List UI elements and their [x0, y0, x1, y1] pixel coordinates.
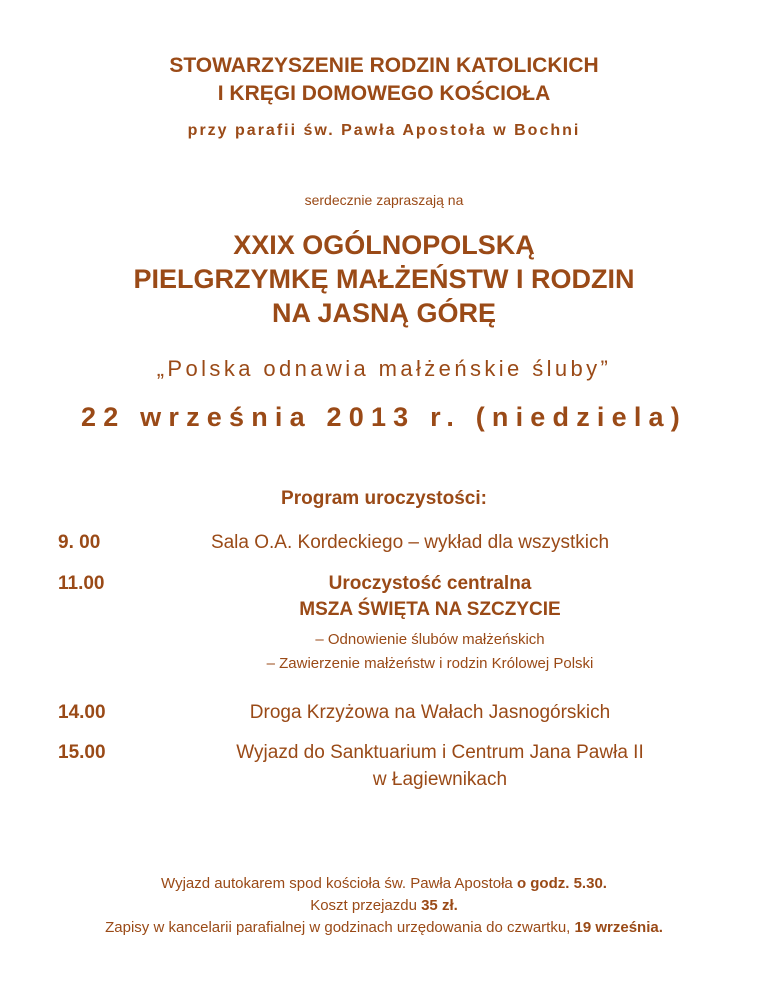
event-title-line-2: PIELGRZYMKĘ MAŁŻEŃSTW I RODZIN	[133, 264, 635, 294]
event-motto: „Polska odnawia małżeńskie śluby”	[156, 356, 612, 381]
program-heading: Program uroczystości:	[281, 488, 487, 509]
organization-name	[0, 52, 768, 108]
parish-line: przy parafii św. Pawła Apostoła w Bochni	[187, 122, 581, 139]
event-title-line-1: XXIX OGÓLNOPOLSKĄ	[233, 230, 535, 260]
travel-cost: 35 zł.	[421, 897, 458, 914]
program-time-1: 9. 00	[58, 532, 101, 553]
program-desc-3: Droga Krzyżowa na Wałach Jasnogórskich	[249, 702, 611, 723]
program-time-2: 11.00	[58, 573, 105, 594]
organization-line-1: STOWARZYSZENIE RODZIN KATOLICKICH	[169, 54, 599, 77]
footer-line-3-text: Zapisy w kancelarii parafialnej w godzinach urzędowania do czwartku,	[105, 919, 575, 936]
program-time-3: 14.00	[58, 702, 106, 723]
event-title	[0, 228, 768, 330]
program-desc-4-line-1: Wyjazd do Sanktuarium i Centrum Jana Pawła II	[236, 742, 644, 763]
footer-line-3	[0, 917, 768, 939]
footer-line-2	[0, 895, 768, 917]
program-time-4: 15.00	[58, 742, 106, 763]
program-desc-1: Sala O.A. Kordeckiego – wykład dla wszystkich	[210, 532, 610, 553]
footer-line-2-text: Koszt przejazdu	[310, 897, 422, 914]
registration-deadline: 19 września.	[574, 919, 663, 936]
footer-info	[0, 873, 768, 939]
invitation-line: serdecznie zapraszają na	[304, 192, 464, 208]
event-date: 22 września 2013 r. (niedziela)	[81, 402, 687, 432]
program-desc-2-line-1: Uroczystość centralna	[328, 573, 532, 594]
program-sub-2: – Zawierzenie małżeństw i rodzin Królowej Polski	[266, 655, 594, 672]
program-desc-2-line-2: MSZA ŚWIĘTA NA SZCZYCIE	[299, 599, 561, 620]
program-sub-1: – Odnowienie ślubów małżeńskich	[315, 631, 545, 648]
event-title-line-3: NA JASNĄ GÓRĘ	[271, 298, 497, 328]
departure-time: o godz. 5.30.	[516, 875, 607, 892]
footer-line-1-text: Wyjazd autokarem spod kościoła św. Pawła Apostoła	[161, 875, 517, 892]
organization-line-2: I KRĘGI DOMOWEGO KOŚCIOŁA	[217, 82, 551, 105]
footer-line-1	[0, 873, 768, 895]
program-desc-4-line-2: w Łagiewnikach	[372, 769, 508, 790]
